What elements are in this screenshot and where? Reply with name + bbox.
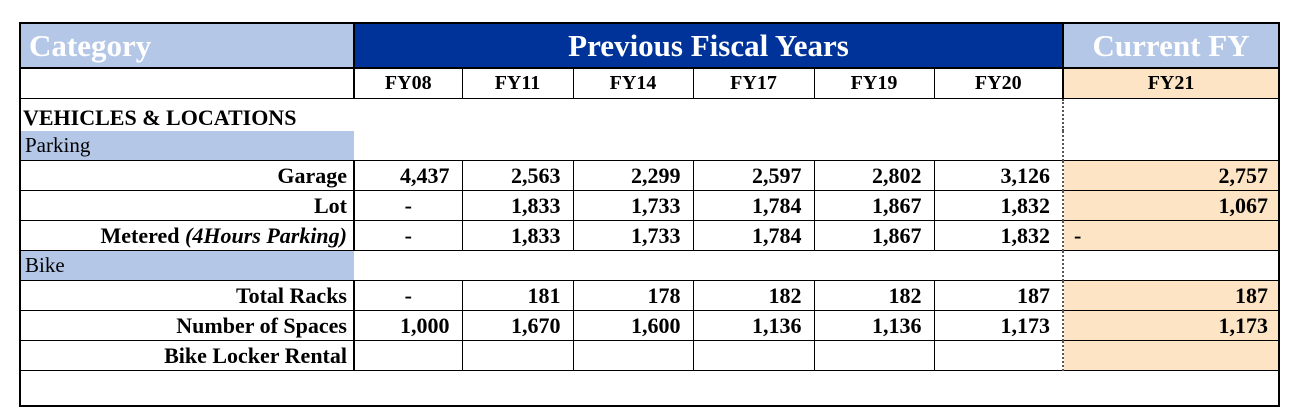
current-fy-header: Current FY [1063,24,1278,68]
cell-value: 2,802 [814,161,934,191]
cell-value [573,341,693,371]
row-label: Number of Spaces [21,311,354,341]
cell-value: 1,867 [814,191,934,221]
cell-value: - [354,281,462,311]
table-row-total-racks [21,281,1278,311]
cell-value: 178 [573,281,693,311]
group-bike-blank-current [1063,251,1278,281]
year-row-blank [21,68,354,98]
header-row [21,24,1278,68]
group-bike: Bike [21,251,354,281]
cell-current: 1,173 [1063,311,1278,341]
year-fy11: FY11 [462,68,573,98]
cell-value [934,341,1063,371]
cell-value: 187 [934,281,1063,311]
table-row-metered [21,221,1278,251]
cell-value: 1,000 [354,311,462,341]
group-parking-blank-current [1063,131,1278,161]
cell-value [354,341,462,371]
cell-current: 2,757 [1063,161,1278,191]
year-fy21: FY21 [1063,68,1278,98]
cell-value [462,341,573,371]
cell-value: 1,733 [573,191,693,221]
group-row-parking [21,131,1278,161]
cell-value: 3,126 [934,161,1063,191]
year-fy20: FY20 [934,68,1063,98]
previous-fiscal-years-header: Previous Fiscal Years [354,24,1063,68]
cell-current: - [1063,221,1278,251]
cell-value: 2,299 [573,161,693,191]
cell-value: 2,563 [462,161,573,191]
year-row [21,68,1278,98]
row-label: Lot [21,191,354,221]
cell-value: 1,173 [934,311,1063,341]
row-label-text: Metered [100,222,186,248]
group-row-bike [21,251,1278,281]
cell-value: 1,867 [814,221,934,251]
table-row-number-of-spaces [21,311,1278,341]
cell-value [814,341,934,371]
group-parking-blank [354,131,1063,161]
row-label: Total Racks [21,281,354,311]
row-label: Garage [21,161,354,191]
cell-value: 1,784 [693,221,814,251]
cell-value: 181 [462,281,573,311]
fiscal-table-container [19,22,1280,407]
section-blank-current [1063,98,1278,131]
cell-value: 1,832 [934,221,1063,251]
cell-value [693,341,814,371]
spacer-row [21,371,1278,401]
table-row-garage [21,161,1278,191]
year-fy17: FY17 [693,68,814,98]
cell-value: 4,437 [354,161,462,191]
spacer-cell [21,371,1278,401]
cell-value: 1,600 [573,311,693,341]
year-fy08: FY08 [354,68,462,98]
table-row-lot [21,191,1278,221]
cell-current [1063,341,1278,371]
category-header: Category [21,24,354,68]
row-label-italic: (4Hours Parking) [185,222,347,248]
cell-value: 182 [814,281,934,311]
fiscal-data-table [21,24,1278,401]
cell-value: - [354,221,462,251]
cell-current: 1,067 [1063,191,1278,221]
cell-value: 1,136 [693,311,814,341]
group-parking: Parking [21,131,354,161]
section-row [21,98,1278,131]
cell-value: 1,733 [573,221,693,251]
cell-value: 1,833 [462,191,573,221]
table-row-bike-locker-rental [21,341,1278,371]
year-fy14: FY14 [573,68,693,98]
cell-value: 1,833 [462,221,573,251]
cell-value: 2,597 [693,161,814,191]
cell-value: 1,832 [934,191,1063,221]
year-fy19: FY19 [814,68,934,98]
cell-value: 1,784 [693,191,814,221]
cell-value: 1,670 [462,311,573,341]
group-bike-blank [354,251,1063,281]
row-label: Bike Locker Rental [21,341,354,371]
cell-current: 187 [1063,281,1278,311]
section-title: VEHICLES & LOCATIONS [23,104,297,130]
section-blank [354,98,1063,131]
row-label [21,221,354,251]
cell-value: 182 [693,281,814,311]
cell-value: 1,136 [814,311,934,341]
cell-value: - [354,191,462,221]
